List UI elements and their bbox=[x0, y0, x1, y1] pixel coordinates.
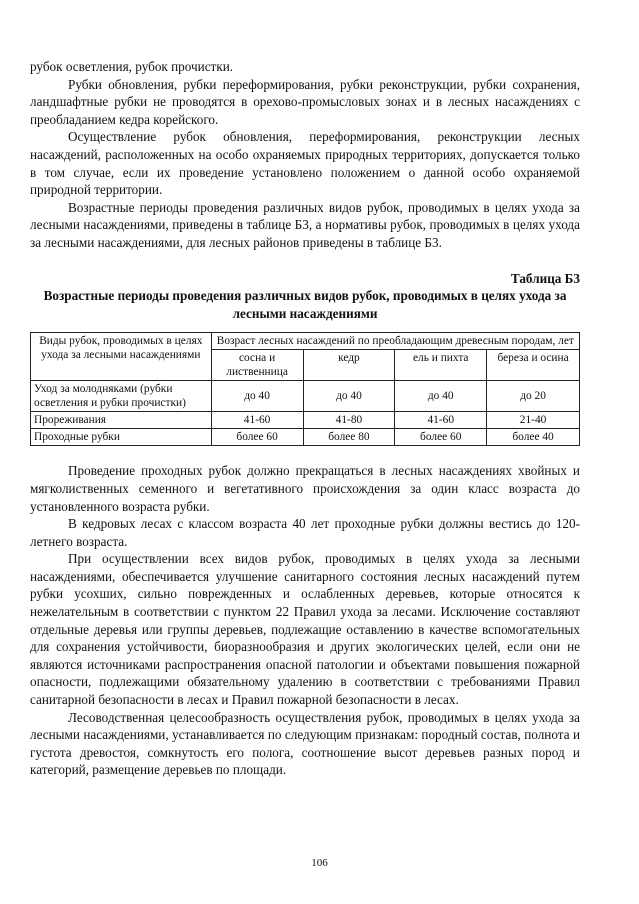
paragraph-silvicultural-feasibility: Лесоводственная целесообразность осуществления рубок, проводимых в целях ухода за лесными насаждениями, устанавливается по следующим признакам: породный состав, полнота и густота древостоя, сомкнутость его полога, соотношение высот деревьев разных пород и категорий, размещение деревьев по площади. bbox=[30, 709, 580, 778]
row-value: более 60 bbox=[395, 429, 487, 446]
table-title: Возрастные периоды проведения различных видов рубок, проводимых в целях ухода за лесными насаждениями bbox=[43, 288, 567, 321]
row-value: до 40 bbox=[303, 381, 395, 412]
paragraph-cedar-forests: В кедровых лесах с классом возраста 40 лет проходные рубки должны вестись до 120-летнего возраста. bbox=[30, 516, 580, 549]
row-value: более 60 bbox=[211, 429, 303, 446]
header-species: сосна и лиственница bbox=[211, 350, 303, 381]
header-age-group: Возраст лесных насаждений по преобладающим древесным породам, лет bbox=[211, 333, 579, 350]
table-header-row bbox=[31, 333, 580, 350]
row-cutting-type: Уход за молодняками (рубки осветления и рубки прочистки) bbox=[31, 381, 212, 412]
table-row bbox=[31, 429, 580, 446]
paragraph-protected-areas: Осуществление рубок обновления, переформирования, реконструкции лесных насаждений, расположенных на особо охраняемых природных территориях, допускается только в том случае, если их проведение установлено положением о данной особо охраняемой природной территории. bbox=[30, 129, 580, 198]
paragraph-thinning-stop: Проведение проходных рубок должно прекращаться в лесных насаждениях хвойных и мягколиственных семенного и вегетативного происхождения за один класс возраста до установленного возраста рубки. bbox=[30, 463, 580, 514]
row-value: до 40 bbox=[395, 381, 487, 412]
header-species: береза и осина bbox=[487, 350, 580, 381]
paragraph-continuation: рубок осветления, рубок прочистки. bbox=[30, 59, 234, 74]
row-value: более 80 bbox=[303, 429, 395, 446]
row-value: до 20 bbox=[487, 381, 580, 412]
paragraph-renewal-cuttings: Рубки обновления, рубки переформирования, рубки реконструкции, рубки сохранения, ландшафтные рубки не проводятся в орехово-промысловых зонах и в лесных насаждениях с преобладанием кедра корейского. bbox=[30, 76, 580, 127]
page-number: 106 bbox=[311, 857, 328, 869]
table-row bbox=[31, 381, 580, 412]
row-value: 41-60 bbox=[395, 412, 487, 429]
row-cutting-type: Проходные рубки bbox=[31, 429, 212, 446]
row-cutting-type: Прореживания bbox=[31, 412, 212, 429]
row-value: до 40 bbox=[211, 381, 303, 412]
row-value: 41-80 bbox=[303, 412, 395, 429]
paragraph-sanitary-condition: При осуществлении всех видов рубок, проводимых в целях ухода за лесными насаждениями, обеспечивается улучшение санитарного состояния лесных насаждений путем рубки усохших, сильно поврежденных и ослабленных деревьев, которые относятся к нежелательным в соответствии с пунктом 22 Правил ухода за лесами. Исключение составляют отдельные деревья или группы деревьев, подлежащие оставлению в качестве вспомогательных для сохранения устойчивости, биоразнообразия и других экологических целей, если они не являются источниками распространения опасной патологии и объектами повышения пожарной опасности, подлежащими обязательному удалению в соответствии с требованиями Правил санитарной безопасности в лесах и Правил пожарной безопасности в лесах. bbox=[30, 551, 580, 708]
header-species: кедр bbox=[303, 350, 395, 381]
row-value: 41-60 bbox=[211, 412, 303, 429]
header-cutting-types: Виды рубок, проводимых в целях ухода за лесными насаждениями bbox=[31, 333, 212, 381]
document-page bbox=[30, 58, 580, 779]
paragraph-age-periods: Возрастные периоды проведения различных видов рубок, проводимых в целях ухода за лесными насаждениями, приведены в таблице Б3, а нормативы рубок, проводимых в целях ухода за лесными насаждениями, для лесных районов приведены в таблице Б3. bbox=[30, 199, 580, 250]
table-label: Таблица Б3 bbox=[510, 270, 580, 286]
header-species: ель и пихта bbox=[395, 350, 487, 381]
table-row bbox=[31, 412, 580, 429]
age-periods-table bbox=[30, 332, 580, 446]
row-value: более 40 bbox=[487, 429, 580, 446]
row-value: 21-40 bbox=[487, 412, 580, 429]
